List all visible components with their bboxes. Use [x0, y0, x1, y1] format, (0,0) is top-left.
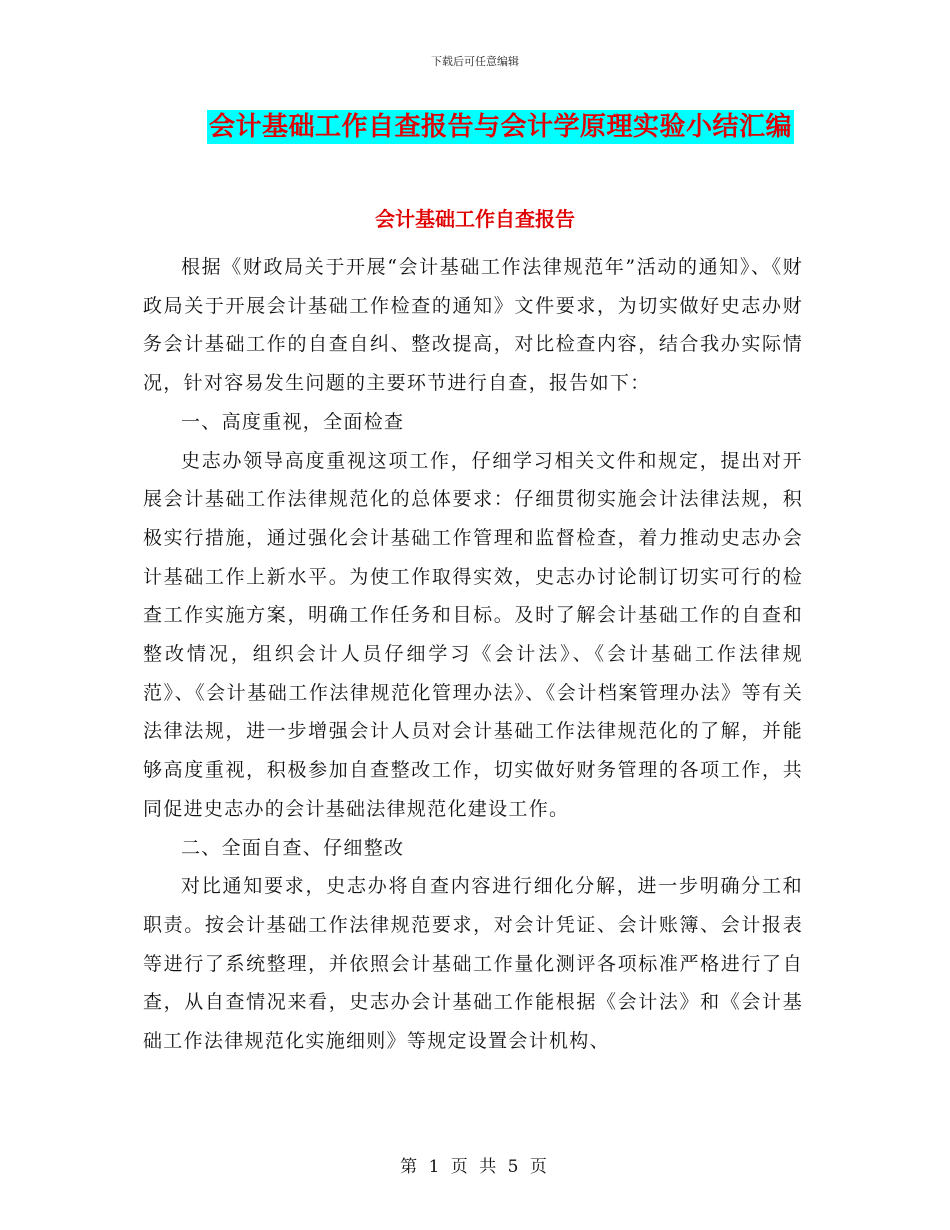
- section-title: 会计基础工作自查报告: [375, 207, 575, 231]
- heading-one: 一、高度重视，全面检查: [181, 410, 405, 433]
- page-number: 第 1 页 共 5 页: [400, 1157, 550, 1177]
- paragraph-one: 史志办领导高度重视这项工作，仔细学习相关文件和规定，提出对开展会计基础工作法律规范化的总体要求：仔细贯彻实施会计法律法规，积极实行措施，通过强化会计基础工作管理和监督检查，着力推动史志办会计基础工作上新水平。为使工作取得实效，史志办讨论制订切实可行的检查工作实施方案，明确工作任务和目标。及时了解会计基础工作的自查和整改情况，组织会计人员仔细学习《会计法》、《会计基础工作法律规范》、《会计基础工作法律规范化管理办法》、《会计档案管理办法》等有关法律法规，进一步增强会计人员对会计基础工作法律规范化的了解，并能够高度重视，积极参加自查整改工作，切实做好财务管理的各项工作，共同促进史志办的会计基础法律规范化建设工作。: [143, 449, 803, 820]
- page-header-note: 下载后可任意编辑: [431, 55, 519, 68]
- paragraph-intro: 根据《财政局关于开展“会计基础工作法律规范年”活动的通知》、《财政局关于开展会计基础工作检查的通知》文件要求，为切实做好史志办财务会计基础工作的自查自纠、整改提高，对比检查内容，结合我办实际情况，针对容易发生问题的主要环节进行自查，报告如下：: [143, 256, 803, 395]
- document-title: 会计基础工作自查报告与会计学原理实验小结汇编: [209, 112, 793, 142]
- paragraph-two: 对比通知要求，史志办将自查内容进行细化分解，进一步明确分工和职责。按会计基础工作法律规范要求，对会计凭证、会计账簿、会计报表等进行了系统整理，并依照会计基础工作量化测评各项标准严格进行了自查，从自查情况来看，史志办会计基础工作能根据《会计法》和《会计基础工作法律规范化实施细则》等规定设置会计机构、: [143, 875, 803, 1053]
- document-body: [143, 248, 803, 1061]
- heading-two: 二、全面自查、仔细整改: [181, 836, 405, 859]
